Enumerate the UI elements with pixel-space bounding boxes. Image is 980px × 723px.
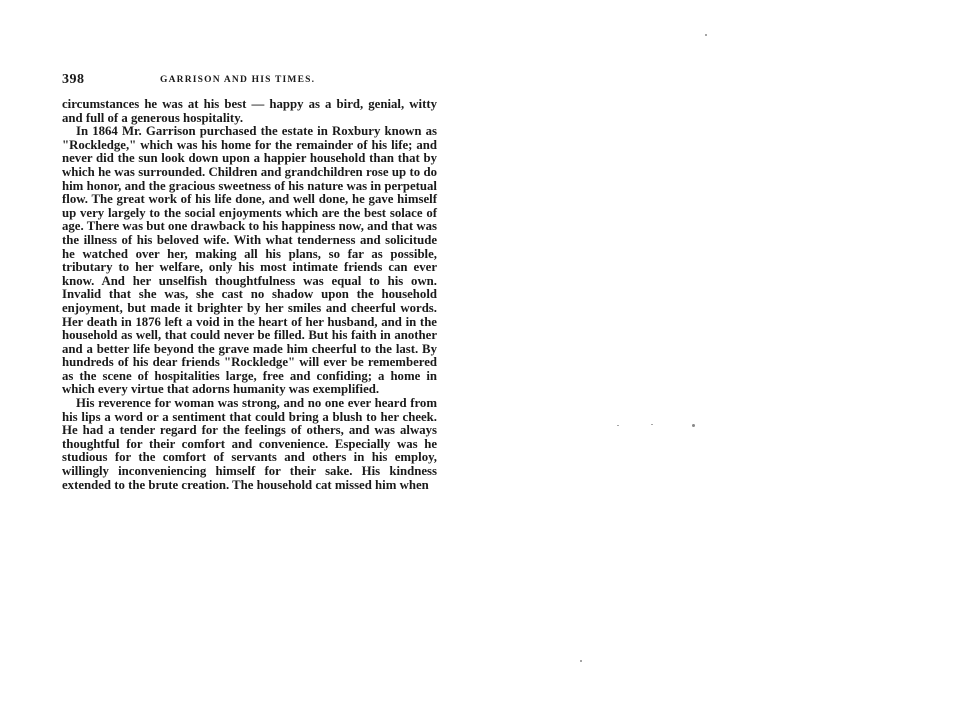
running-head	[62, 72, 437, 92]
paragraph-rockledge: In 1864 Mr. Garrison purchased the estate in Roxbury known as "Rockledge," which was his home for the remainder of his life; and never did the sun look down upon a happier household than that by which he was surrounded. Children and grandchildren rose up to do him honor, and the gracious sweetness of his nature was in perpetual flow. The great work of his life done, and well done, he gave himself up very largely to the social enjoyments which are the best solace of age. There was but one drawback to his happiness now, and that was the illness of his beloved wife. With what tenderness and solicitude he watched over her, making all his plans, so far as possible, tributary to her welfare, only his most intimate friends can ever know. And her unselfish thoughtfulness was equal to his own. Invalid that she was, she cast no shadow upon the household enjoyment, but made it brighter by her smiles and cheerful words. Her death in 1876 left a void in the heart of her husband, and in the household as well, that could never be filled. But his faith in another and a better life beyond the grave made him cheerful to the last. By hundreds of his dear friends "Rockledge" will ever be remembered as the scene of hospitalities large, free and confiding; a home in which every virtue that adorns humanity was exemplified.	[62, 124, 437, 397]
scan-speck	[617, 425, 619, 426]
scan-speck	[692, 424, 695, 427]
paragraph-reverence: His reverence for woman was strong, and no one ever heard from his lips a word or a sentiment that could bring a blush to her cheek. He had a tender regard for the feelings of others, and was always thoughtful for their comfort and convenience. Especially was he studious for the comfort of servants and others in his employ, willingly inconveniencing himself for their sake. His kindness extended to the brute creation. The household cat missed him when	[62, 396, 437, 492]
body-text	[62, 98, 437, 492]
book-page	[62, 72, 437, 492]
running-title: GARRISON AND HIS TIMES.	[160, 75, 316, 85]
page-number: 398	[62, 72, 85, 87]
scan-speck	[651, 424, 653, 425]
scan-speck	[705, 34, 707, 36]
scan-speck	[580, 660, 582, 662]
paragraph-continuation: circumstances he was at his best — happy as a bird, genial, witty and full of a generous hospitality.	[62, 97, 437, 125]
